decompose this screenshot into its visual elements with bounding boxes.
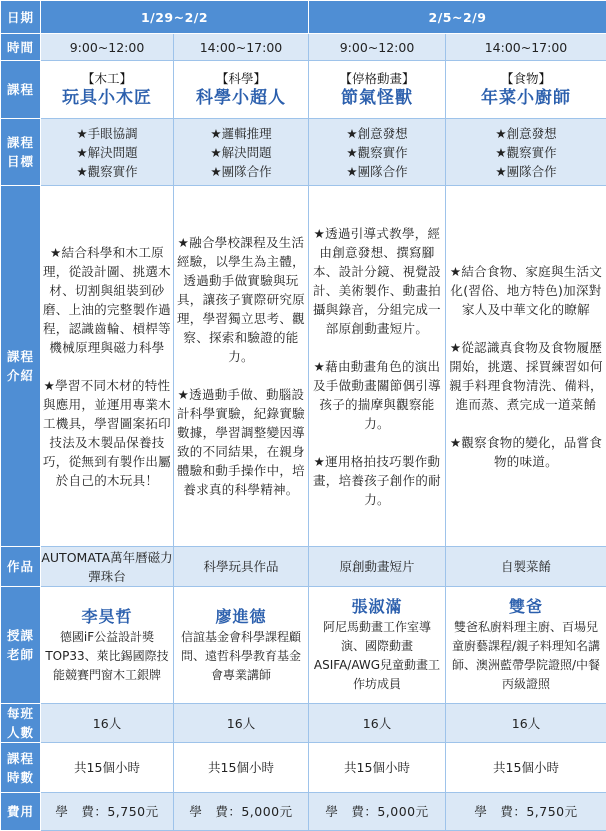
goals-cell (309, 119, 446, 186)
course-category: 【食物】 (446, 71, 606, 87)
course-cell (309, 61, 446, 119)
intro-paragraph: ★從認識真食物及食物履歷開始，挑選、採買練習如何親手料理食物清洗、備料，進而蒸、煮完成一道菜餚 (446, 338, 606, 414)
time-cell: 9:00~12:00 (41, 34, 174, 61)
date-row (1, 1, 606, 34)
intro-paragraph: ★融合學校課程及生活經驗，以學生為主體，透過動手做實驗與玩具，讓孩子實際研究原理，學習獨立思考、觀察、探索和驗證的能力。 (174, 233, 308, 366)
work-cell: 自製菜餚 (446, 547, 606, 587)
intro-paragraph: ★藉由動畫角色的演出及手做動畫關節偶引導孩子的揣摩與觀察能力。 (309, 357, 445, 433)
intro-cell (446, 186, 606, 547)
goal-item: ★觀察實作 (495, 143, 556, 162)
goals-cell (446, 119, 606, 186)
teacher-description: 德國iF公益設計獎TOP33、萊比錫國際技能競賽門窗木工銀牌 (41, 628, 173, 685)
goal-item: ★團隊合作 (346, 162, 407, 181)
intro-paragraph: ★結合科學和木工原理，從設計圖、挑選木材、切割與組裝到砂磨、上油的完整製作過程，認識齒輪、槓桿等機械原理與磁力科學 (41, 243, 173, 357)
work-cell: 科學玩具作品 (174, 547, 309, 587)
class-size-cell: 16人 (446, 704, 606, 743)
hours-cell: 共15個小時 (41, 743, 174, 793)
course-cell (41, 61, 174, 119)
goals-row (1, 119, 606, 186)
teacher-cell (309, 587, 446, 704)
course-cell (446, 61, 606, 119)
hours-row (1, 743, 606, 793)
time-label: 時間 (1, 34, 41, 61)
goals-label: 課程目標 (1, 119, 41, 186)
class-size-row (1, 704, 606, 743)
class-size-cell: 16人 (174, 704, 309, 743)
teacher-description: 信誼基金會科學課程顧問、遠哲科學教育基金會專業講師 (174, 628, 308, 685)
goal-item: ★手眼協調 (76, 124, 137, 143)
teacher-cell (174, 587, 309, 704)
work-cell: 原創動畫短片 (309, 547, 446, 587)
class-size-cell: 16人 (41, 704, 174, 743)
fee-cell: 學 費：5,750元 (41, 793, 174, 831)
teacher-cell (446, 587, 606, 704)
class-size-label: 每班人數 (1, 704, 41, 743)
work-row (1, 547, 606, 587)
intro-label: 課程介紹 (1, 186, 41, 547)
goal-item: ★創意發想 (495, 124, 556, 143)
course-label: 課程 (1, 61, 41, 119)
teacher-description: 阿尼馬動畫工作室導演、國際動畫ASIFA/AWG兒童動畫工作坊成員 (309, 618, 445, 694)
goal-item: ★觀察實作 (76, 162, 137, 181)
course-title: 玩具小木匠 (41, 87, 173, 109)
intro-paragraph: ★觀察食物的變化，品嘗食物的味道。 (446, 433, 606, 471)
goal-item: ★解決問題 (76, 143, 137, 162)
intro-paragraph: ★透過動手做、動腦設計科學實驗，紀錄實驗數據，學習調整變因導致的不同結果，在親身體驗和動手操作中，培養求真的科學精神。 (174, 385, 308, 499)
course-title: 節氣怪獸 (309, 87, 445, 109)
teacher-name: 廖進德 (174, 606, 308, 628)
goals-cell (174, 119, 309, 186)
hours-cell: 共15個小時 (309, 743, 446, 793)
time-row (1, 34, 606, 61)
goals-cell (41, 119, 174, 186)
teacher-name: 李昊哲 (41, 606, 173, 628)
time-cell: 14:00~17:00 (174, 34, 309, 61)
course-category: 【木工】 (41, 71, 173, 87)
intro-cell (41, 186, 174, 547)
goal-item: ★創意發想 (346, 124, 407, 143)
class-size-cell: 16人 (309, 704, 446, 743)
course-row (1, 61, 606, 119)
goal-item: ★解決問題 (210, 143, 271, 162)
hours-cell: 共15個小時 (446, 743, 606, 793)
time-cell: 9:00~12:00 (309, 34, 446, 61)
teacher-name: 雙爸 (446, 596, 606, 618)
goal-item: ★邏輯推理 (210, 124, 271, 143)
intro-cell (174, 186, 309, 547)
fee-cell: 學 費：5,000元 (174, 793, 309, 831)
work-cell: AUTOMATA萬年曆磁力彈珠台 (41, 547, 174, 587)
time-cell: 14:00~17:00 (446, 34, 606, 61)
period-2: 2/5~2/9 (309, 1, 606, 34)
date-label: 日期 (1, 1, 41, 34)
intro-paragraph: ★運用格拍技巧製作動畫，培養孩子創作的耐力。 (309, 452, 445, 509)
intro-paragraph: ★結合食物、家庭與生活文化(習俗、地方特色)加深對家人及中華文化的瞭解 (446, 262, 606, 319)
course-cell (174, 61, 309, 119)
teacher-description: 雙爸私廚料理主廚、百場兒童廚藝課程/親子料理知名講師、澳洲藍帶學院證照/中餐丙級證照 (446, 618, 606, 694)
intro-row (1, 186, 606, 547)
fee-cell: 學 費：5,750元 (446, 793, 606, 831)
period-1: 1/29~2/2 (41, 1, 309, 34)
course-title: 年菜小廚師 (446, 87, 606, 109)
hours-cell: 共15個小時 (174, 743, 309, 793)
teacher-row (1, 587, 606, 704)
course-title: 科學小超人 (174, 87, 308, 109)
fee-label: 費用 (1, 793, 41, 831)
course-category: 【停格動畫】 (309, 71, 445, 87)
intro-paragraph: ★透過引導式教學，經由創意發想、撰寫腳本、設計分鏡、視覺設計、美術製作、動畫拍攝與錄音，分組完成一部原創動畫短片。 (309, 224, 445, 338)
teacher-label: 授課老師 (1, 587, 41, 704)
intro-paragraph: ★學習不同木材的特性與應用，並運用專業木工機具，學習圖案拓印技法及木製品保養技巧，從無到有製作出屬於自己的木玩具！ (41, 376, 173, 490)
goal-item: ★觀察實作 (346, 143, 407, 162)
work-label: 作品 (1, 547, 41, 587)
goal-item: ★團隊合作 (495, 162, 556, 181)
goal-item: ★團隊合作 (210, 162, 271, 181)
course-category: 【科學】 (174, 71, 308, 87)
fee-row (1, 793, 606, 831)
hours-label: 課程時數 (1, 743, 41, 793)
fee-cell: 學 費：5,000元 (309, 793, 446, 831)
intro-cell (309, 186, 446, 547)
teacher-cell (41, 587, 174, 704)
teacher-name: 張淑滿 (309, 596, 445, 618)
